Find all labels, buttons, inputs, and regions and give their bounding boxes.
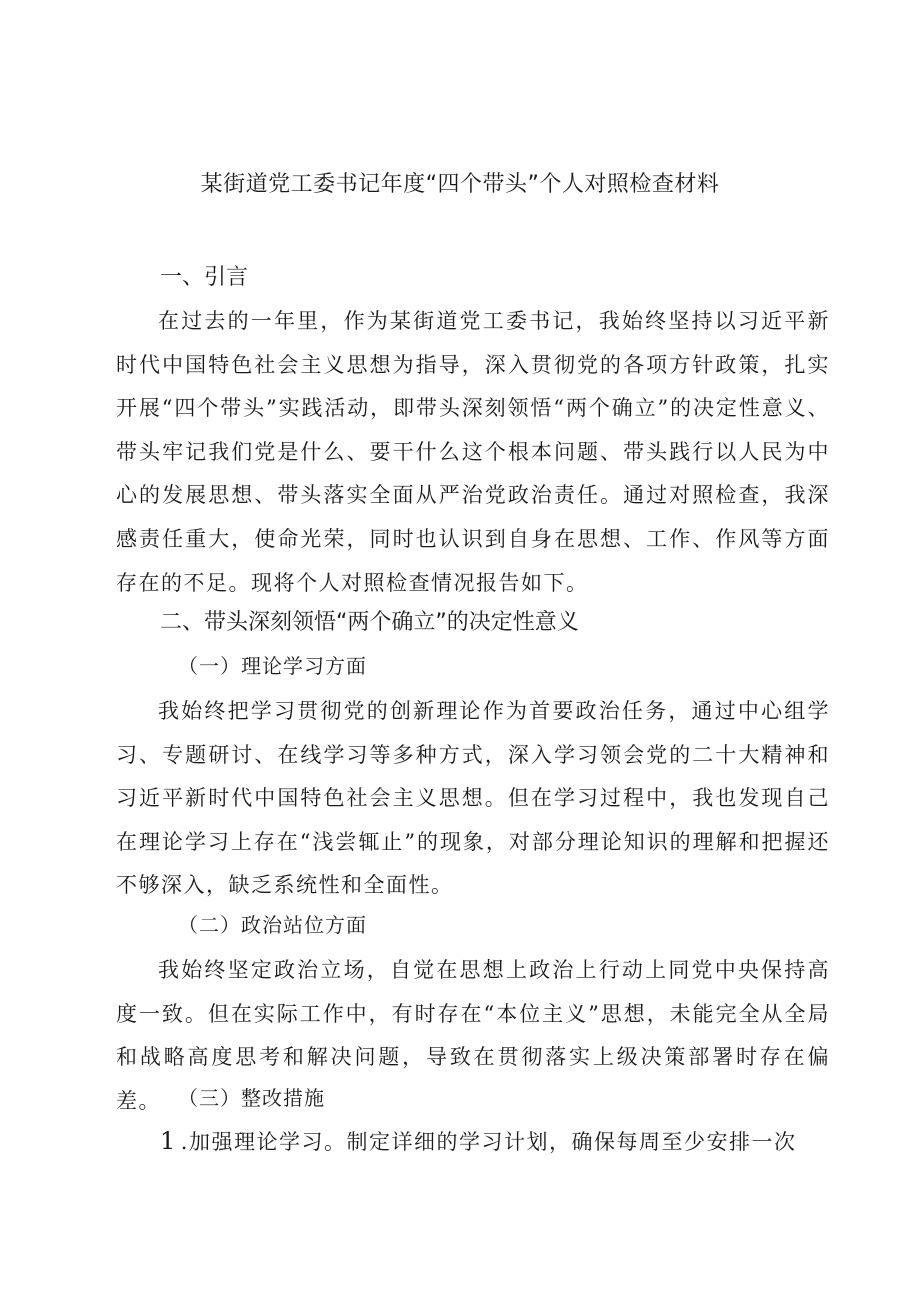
introduction-paragraph: 在过去的一年里，作为某街道党工委书记，我始终坚持以习近平新时代中国特色社会主义思想为指导，深入贯彻党的各项方针政策，扎实开展“四个带头”实践活动，即带头深刻领悟“两个确立”的决定性意义、带头牢记我们党是什么、要干什么这个根本问题、带头践行以人民为中心的发展思想、带头落实全面从严治党政治责任。通过对照检查，我深感责任重大，使命光荣，同时也认识到自身在思想、工作、作风等方面存在的不足。现将个人对照检查情况报告如下。 bbox=[116, 309, 830, 595]
theory-study-paragraph: 我始终把学习贯彻党的创新理论作为首要政治任务，通过中心组学习、专题研讨、在线学习等多种方式，深入学习领会党的二十大精神和习近平新时代中国特色社会主义思想。但在学习过程中，我也发现自己在理论学习上存在“浅尝辄止”的现象，对部分理论知识的理解和把握还不够深入，缺乏系统性和全面性。 bbox=[116, 699, 830, 898]
political-stance-paragraph: 我始终坚定政治立场，自觉在思想上政治上行动上同党中央保持高度一致。但在实际工作中，有时存在“本位主义”思想，未能完全从全局和战略高度思考和解决问题，导致在贯彻落实上级决策部署时存在偏差。 bbox=[116, 958, 830, 1113]
list-item-number: 1 bbox=[160, 1127, 177, 1155]
section-heading-two-establishments: 二、带头深刻领悟“两个确立”的决定性意义 bbox=[160, 610, 579, 635]
subsection-heading-political-stance: （二）政治站位方面 bbox=[178, 913, 367, 937]
list-item-text: .加强理论学习。制定详细的学习计划，确保每周至少安排一次 bbox=[180, 1130, 797, 1154]
subsection-heading-rectification-measures: （三）整改措施 bbox=[178, 1086, 325, 1110]
section-heading-introduction: 一、引言 bbox=[160, 265, 249, 290]
list-item bbox=[160, 1126, 840, 1157]
subsection-heading-theory-study: （一）理论学习方面 bbox=[178, 654, 367, 678]
document-title: 某街道党工委书记年度“四个带头”个人对照检查材料 bbox=[200, 172, 720, 197]
